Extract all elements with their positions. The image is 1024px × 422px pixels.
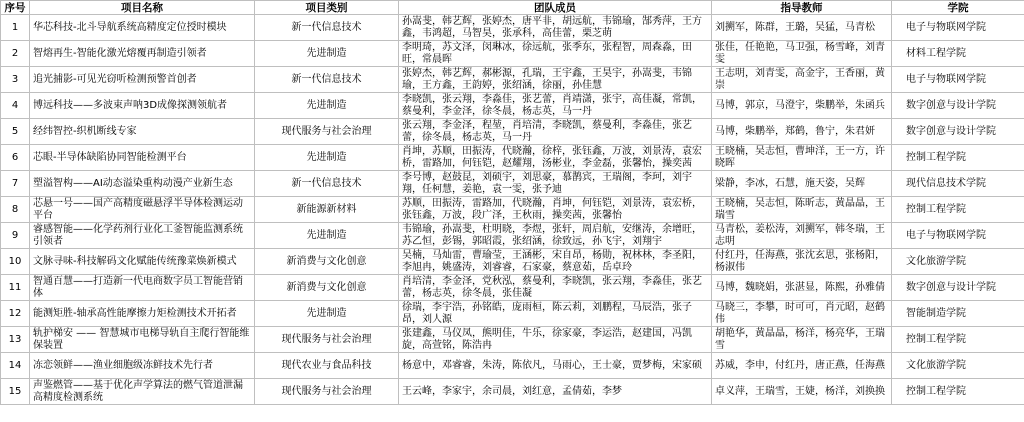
cell-advisors: 胡艳华，黄晶晶，杨洋，杨亮华，王瑞雪 bbox=[712, 327, 892, 353]
cell-college: 电子与物联网学院 bbox=[892, 15, 1024, 41]
cell-category: 现代农业与食品科技 bbox=[255, 353, 399, 379]
cell-college: 智能制造学院 bbox=[892, 301, 1024, 327]
cell-category: 新能源新材料 bbox=[255, 197, 399, 223]
cell-project-name: 经纬智控-织机断线专家 bbox=[30, 119, 255, 145]
cell-advisors: 马博，郭京，马澄宇，柴鹏举，朱函兵 bbox=[712, 93, 892, 119]
cell-project-name: 冻恋领鲜——渔业细胞级冻鲜技术先行者 bbox=[30, 353, 255, 379]
cell-advisors: 马青松，姜松涛，刘搠军，韩冬瑞，王志明 bbox=[712, 223, 892, 249]
cell-members: 李号博，赵鼓昆，刘硕宇，刘思豪，慕鹊宾，王瑞阁，李珂，刘宇翔，任柯慧，姜艳，袁一雯，张予迪 bbox=[399, 171, 712, 197]
cell-advisors: 张佳，任艳艳，马卫强，杨雪峰，刘青雯 bbox=[712, 41, 892, 67]
cell-college: 控制工程学院 bbox=[892, 197, 1024, 223]
cell-members: 张建鑫，马仪凤，熊明佳，牛乐，徐家豪，李运浩，赵建国，冯凯旋，高萱铭，陈浩冉 bbox=[399, 327, 712, 353]
cell-members: 肖培清，李金泽，党秋泓，蔡曼利，李晓凯，张云翔，李淼佳，张艺蕾，杨志英，徐冬晨，张佳凝 bbox=[399, 275, 712, 301]
cell-project-name: 芯悬一号——国产高精度磁悬浮半导体检测运动平台 bbox=[30, 197, 255, 223]
cell-num: 11 bbox=[1, 275, 30, 301]
table-row bbox=[1, 327, 1024, 353]
table-body bbox=[1, 15, 1024, 405]
cell-advisors: 王志明，刘青雯，高金宇，王香丽，黄崇 bbox=[712, 67, 892, 93]
cell-project-name: 芯眼-半导体缺陷协同智能检测平台 bbox=[30, 145, 255, 171]
header-category: 项目类别 bbox=[255, 1, 399, 15]
cell-category: 新一代信息技术 bbox=[255, 67, 399, 93]
cell-category: 先进制造 bbox=[255, 93, 399, 119]
cell-num: 2 bbox=[1, 41, 30, 67]
cell-num: 3 bbox=[1, 67, 30, 93]
cell-project-name: 智熔再生-智能化激光熔覆再制造引领者 bbox=[30, 41, 255, 67]
cell-members: 张婷杰，韩艺辉，郝彬源，孔瑞，王宇鑫，王昊宇，孙嵩斐，韦锦瑜，王方鑫，王韵婷，张绍涵，徐丽，孙佳慧 bbox=[399, 67, 712, 93]
table-row bbox=[1, 67, 1024, 93]
cell-members: 吴楠，马灿雷，曹瑜莹，王涵彬，宋自昂，杨勋，祝林林，李圣阳，李旭冉，姚盛涛，刘睿睿，石家豪，蔡意茹，岳卓玲 bbox=[399, 249, 712, 275]
cell-num: 5 bbox=[1, 119, 30, 145]
cell-members: 孙嵩斐，韩艺辉，张婷杰，唐平非，胡远航，韦锦瑜，郜秀萍，王方鑫，韦鸿超，马智昊，张承科，高佳蕾，栗芝萌 bbox=[399, 15, 712, 41]
table-row bbox=[1, 249, 1024, 275]
cell-members: 杨意中，邓睿睿，朱涛，陈依凡，马雨心，王士豪，贾梦梅，宋家硕 bbox=[399, 353, 712, 379]
cell-project-name: 声鉴燃管——基于优化声学算法的燃气管道泄漏高精度检测系统 bbox=[30, 379, 255, 405]
cell-project-name: 博远科技——多波束声呐3D成像探测领航者 bbox=[30, 93, 255, 119]
cell-category: 新一代信息技术 bbox=[255, 15, 399, 41]
cell-num: 8 bbox=[1, 197, 30, 223]
cell-category: 新消费与文化创意 bbox=[255, 249, 399, 275]
cell-college: 现代信息技术学院 bbox=[892, 171, 1024, 197]
cell-advisors: 付红丹，任海燕，张沈玄思，张杨阳，杨淑伟 bbox=[712, 249, 892, 275]
table-row bbox=[1, 93, 1024, 119]
cell-members: 徐瑞，李宇浩，孙铭皓，庞雨桓，陈云莉，刘鹏程，马辰浩，张子昂，刘人源 bbox=[399, 301, 712, 327]
cell-advisors: 刘搠军，陈群，王璐，吴猛，马青松 bbox=[712, 15, 892, 41]
cell-category: 现代服务与社会治理 bbox=[255, 379, 399, 405]
cell-project-name: 文脉寻味-科技解码文化赋能传统豫菜焕新模式 bbox=[30, 249, 255, 275]
cell-num: 13 bbox=[1, 327, 30, 353]
cell-college: 控制工程学院 bbox=[892, 379, 1024, 405]
cell-members: 王云峰，李家宇，余司晨，刘红意，孟倩茹，李梦 bbox=[399, 379, 712, 405]
cell-category: 先进制造 bbox=[255, 223, 399, 249]
cell-category: 新一代信息技术 bbox=[255, 171, 399, 197]
cell-college: 控制工程学院 bbox=[892, 145, 1024, 171]
cell-college: 材料工程学院 bbox=[892, 41, 1024, 67]
cell-college: 电子与物联网学院 bbox=[892, 67, 1024, 93]
cell-num: 6 bbox=[1, 145, 30, 171]
cell-num: 9 bbox=[1, 223, 30, 249]
cell-category: 现代服务与社会治理 bbox=[255, 327, 399, 353]
cell-college: 数字创意与设计学院 bbox=[892, 93, 1024, 119]
cell-advisors: 马博，柴鹏举，郑鹤，鲁宁，朱君妍 bbox=[712, 119, 892, 145]
cell-num: 10 bbox=[1, 249, 30, 275]
cell-advisors: 马博，魏晓娟，张湛显，陈熙，孙雅倩 bbox=[712, 275, 892, 301]
header-num: 序号 bbox=[1, 1, 30, 15]
cell-project-name: 轨护梯安 —— 智慧城市电梯导轨自主爬行智能维保装置 bbox=[30, 327, 255, 353]
cell-category: 现代服务与社会治理 bbox=[255, 119, 399, 145]
cell-college: 文化旅游学院 bbox=[892, 249, 1024, 275]
cell-category: 先进制造 bbox=[255, 41, 399, 67]
header-name: 项目名称 bbox=[30, 1, 255, 15]
table-row bbox=[1, 301, 1024, 327]
header-advisors: 指导教师 bbox=[712, 1, 892, 15]
cell-members: 张云翔，李金泽，程堃，肖培清，李晓凯，蔡曼利，李淼佳，张艺蕾，徐冬晨，杨志英，马一丹 bbox=[399, 119, 712, 145]
cell-num: 7 bbox=[1, 171, 30, 197]
cell-members: 韦锦瑜，孙嵩斐，杜明晓，李煜，张轩，周启航，安继涛，余增旺，苏乙恒，彭锡，郭昭霞，张绍涵，徐致远，孙飞宇，刘翔宇 bbox=[399, 223, 712, 249]
cell-members: 李明琦，苏文泽，闵琳冰，徐远航，张季东，张程智，周森淼，田旺，常晨晖 bbox=[399, 41, 712, 67]
cell-members: 苏顺，田振涛，雷路加，代晓瀚，肖坤，何钰铠，刘景涛，袁宏桥，张钰鑫，万波，段广泽，王秋雨，操奕茜，张馨怡 bbox=[399, 197, 712, 223]
table-row bbox=[1, 379, 1024, 405]
cell-project-name: 塑溢智构——AI动态溢染重构动漫产业新生态 bbox=[30, 171, 255, 197]
table-row bbox=[1, 15, 1024, 41]
cell-num: 4 bbox=[1, 93, 30, 119]
cell-num: 1 bbox=[1, 15, 30, 41]
cell-college: 控制工程学院 bbox=[892, 327, 1024, 353]
header-row bbox=[1, 1, 1024, 15]
table-row bbox=[1, 119, 1024, 145]
cell-advisors: 苏威，李申，付红丹，唐正燕，任海燕 bbox=[712, 353, 892, 379]
cell-project-name: 华芯科技-北斗导航系统高精度定位授时模块 bbox=[30, 15, 255, 41]
cell-category: 新消费与文化创意 bbox=[255, 275, 399, 301]
table-row bbox=[1, 223, 1024, 249]
table-row bbox=[1, 171, 1024, 197]
cell-category: 先进制造 bbox=[255, 145, 399, 171]
header-members: 团队成员 bbox=[399, 1, 712, 15]
cell-advisors: 王晓楠，吴志恒，曹坤洋，王一方，许晓晖 bbox=[712, 145, 892, 171]
cell-advisors: 王晓楠，吴志恒，陈昕志，黄晶晶，王瑞雪 bbox=[712, 197, 892, 223]
cell-num: 15 bbox=[1, 379, 30, 405]
cell-members: 李晓凯，张云翔，李淼佳，张艺蕾，肖靖潇，张宇，高佳凝，常凯，蔡曼利，李金泽，徐冬晨，杨志英，马一丹 bbox=[399, 93, 712, 119]
cell-advisors: 卓义萍，王瑞雪，王婕，杨洋，刘换换 bbox=[712, 379, 892, 405]
table-row bbox=[1, 353, 1024, 379]
cell-project-name: 追光捕影-可见光窃听检测预警首创者 bbox=[30, 67, 255, 93]
cell-num: 12 bbox=[1, 301, 30, 327]
cell-college: 数字创意与设计学院 bbox=[892, 119, 1024, 145]
cell-advisors: 马晓三，李攀，时可可，肖元昭，赵鹤伟 bbox=[712, 301, 892, 327]
cell-project-name: 睿感智能——化学药剂行业化工釜智能监测系统引领者 bbox=[30, 223, 255, 249]
header-college: 学院 bbox=[892, 1, 1024, 15]
table-row bbox=[1, 275, 1024, 301]
cell-college: 文化旅游学院 bbox=[892, 353, 1024, 379]
cell-project-name: 能测矩胜-轴承高性能摩擦力矩检测技术开拓者 bbox=[30, 301, 255, 327]
table-row bbox=[1, 41, 1024, 67]
cell-project-name: 智通百慧——打造新一代电商数字员工智能营销体 bbox=[30, 275, 255, 301]
cell-num: 14 bbox=[1, 353, 30, 379]
cell-advisors: 梁静，李冰，石慧，施天姿，吴辉 bbox=[712, 171, 892, 197]
cell-college: 数字创意与设计学院 bbox=[892, 275, 1024, 301]
table-row bbox=[1, 197, 1024, 223]
cell-college: 电子与物联网学院 bbox=[892, 223, 1024, 249]
cell-members: 肖坤，苏顺，田振涛，代晓瀚，徐梓，张钰鑫，万波，刘景涛，袁宏桥，雷路加，何钰铠，赵耀翔，汤彬业，李金磊，张馨怡，操奕茜 bbox=[399, 145, 712, 171]
table-row bbox=[1, 145, 1024, 171]
cell-category: 先进制造 bbox=[255, 301, 399, 327]
